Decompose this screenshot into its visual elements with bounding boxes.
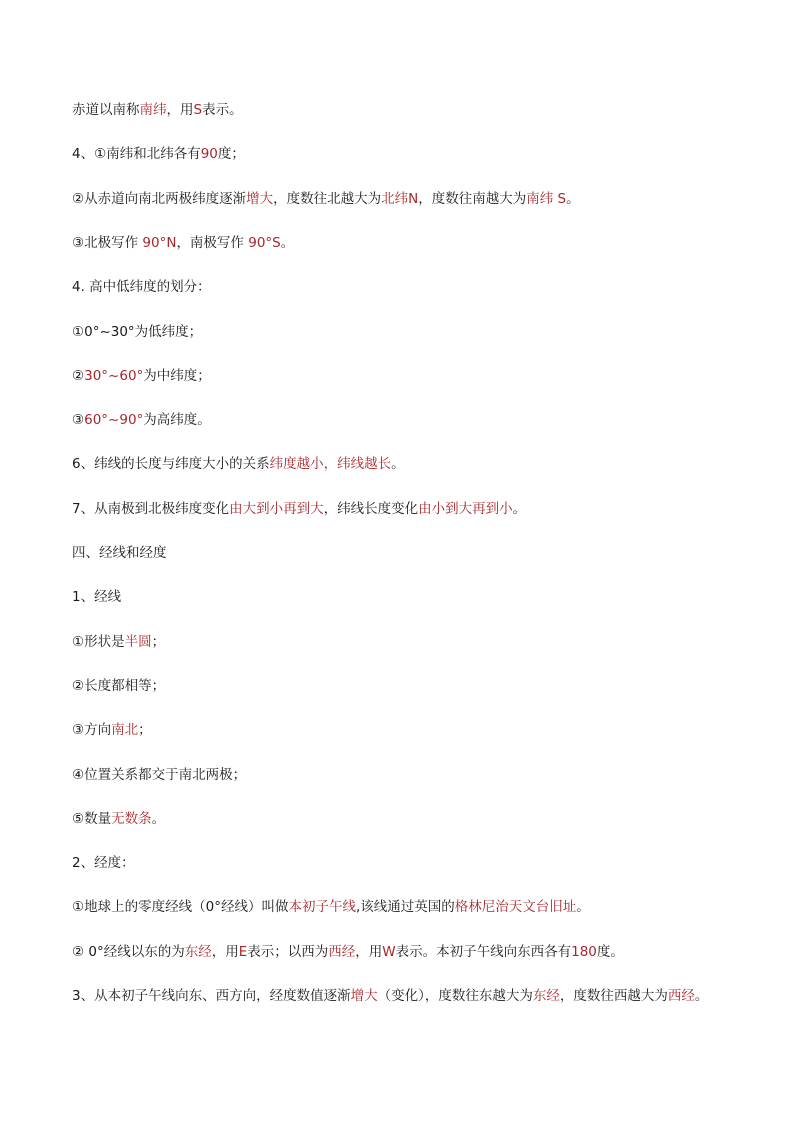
body-text: ⑤数量 [72, 810, 112, 827]
highlight-text: 增大 [350, 988, 378, 1004]
body-text: 。 [512, 500, 527, 517]
highlight-text: 半圆 [124, 633, 152, 650]
highlight-text: 南北 [111, 722, 139, 739]
highlight-text: 格林尼治天文台旧址 [454, 899, 577, 916]
text-line-16 [72, 765, 754, 785]
body-text: 表示。 [202, 102, 243, 118]
body-text: ①0°~30°为低纬度； [72, 323, 203, 340]
text-line-5 [72, 277, 754, 297]
highlight-text: 纬度越小，纬线越长 [269, 456, 392, 473]
text-line-21 [72, 986, 754, 1006]
body-text: ② [72, 367, 85, 384]
highlight-text: S [193, 102, 203, 118]
body-text: 表示。本初子午线向东西各有 [395, 943, 572, 960]
text-line-6 [72, 322, 754, 342]
body-text: 2、经度： [72, 855, 135, 872]
body-text: ，用 [166, 102, 194, 118]
body-text: 度。 [596, 943, 624, 960]
body-text: ，南极写作 [176, 234, 249, 251]
body-text: 。 [280, 234, 295, 251]
body-text: ③ [72, 412, 85, 429]
body-text: ③北极写作 [72, 234, 143, 251]
body-text: 6、纬线的长度与纬度大小的关系 [72, 456, 270, 473]
body-text: ，度数往西越大为 [559, 988, 668, 1004]
body-text: ④位置关系都交于南北两极； [72, 766, 247, 783]
body-text: 四、经线和经度 [72, 545, 167, 561]
body-text: 4. 高中低纬度的划分： [72, 279, 211, 296]
body-text: ①地球上的零度经线（0°经线）叫做 [72, 899, 289, 916]
text-line-20 [72, 942, 754, 962]
highlight-text: 由大到小再到大 [229, 500, 324, 517]
body-text: 1、经线 [72, 589, 122, 606]
body-text: 3、从本初子午线向东、西方向，经度数值逐渐 [72, 988, 351, 1004]
body-text: ②从赤道向南北两极纬度逐渐 [72, 190, 247, 207]
text-line-10 [72, 499, 754, 519]
text-line-2 [72, 144, 754, 164]
text-line-13 [72, 632, 754, 652]
highlight-text: 90°N [142, 234, 177, 251]
body-text: 为高纬度。 [143, 412, 211, 429]
highlight-text: 由小到大再到小 [418, 500, 513, 517]
highlight-text: 90 [200, 146, 218, 163]
text-line-11 [72, 543, 754, 563]
body-text: ①形状是 [72, 633, 125, 650]
body-text: ②长度都相等； [72, 677, 166, 694]
text-line-18 [72, 853, 754, 873]
body-text: ； [151, 633, 166, 650]
body-text: 表示；以西为 [247, 943, 329, 960]
body-text: 度； [217, 146, 245, 163]
body-text: ,该线通过英国的 [355, 899, 455, 916]
highlight-text: 东经 [532, 988, 560, 1004]
body-text: 4、①南纬和北纬各有 [72, 146, 201, 163]
text-line-8 [72, 410, 754, 430]
highlight-text: 180 [571, 943, 597, 960]
text-line-15 [72, 720, 754, 740]
body-text: 。 [566, 190, 580, 207]
highlight-text: 30°~60° [84, 367, 144, 384]
body-text: 。 [694, 988, 709, 1004]
body-text: 7、从南极到北极纬度变化 [72, 500, 230, 517]
highlight-text: 增大 [246, 190, 274, 207]
body-text: ② 0°经线以东的为 [72, 943, 185, 960]
body-text: ，度数往南越大为 [418, 190, 527, 207]
body-text: ③方向 [72, 722, 112, 739]
body-text: 。 [391, 456, 405, 473]
body-text: 。 [151, 810, 166, 827]
highlight-text: E [238, 943, 248, 960]
highlight-text: 本初子午线 [288, 899, 356, 916]
text-line-14 [72, 676, 754, 696]
text-line-19 [72, 897, 754, 917]
highlight-text: 西经 [667, 988, 695, 1004]
body-text: ，度数往北越大为 [273, 190, 382, 207]
highlight-text: 南纬 S [526, 190, 567, 207]
body-text: （变化），度数往东越大为 [377, 988, 533, 1004]
highlight-text: 东经 [184, 943, 212, 960]
body-text: ，纬线长度变化 [323, 500, 419, 517]
body-text: ，用 [355, 943, 383, 960]
highlight-text: 西经 [328, 943, 356, 960]
highlight-text: 南纬 [139, 102, 167, 118]
body-text: ，用 [211, 943, 239, 960]
text-line-4 [72, 233, 754, 253]
highlight-text: 无数条 [111, 810, 152, 827]
body-text: 赤道以南称 [72, 102, 140, 118]
text-line-3 [72, 189, 754, 209]
highlight-text: 90°S [248, 234, 281, 251]
text-line-7 [72, 366, 754, 386]
body-text: ； [138, 722, 152, 739]
body-text: 为中纬度； [143, 367, 211, 384]
body-text: 。 [576, 899, 590, 916]
highlight-text: 北纬N [381, 190, 419, 207]
text-line-9 [72, 454, 754, 474]
text-line-1 [72, 100, 754, 120]
text-line-17 [72, 809, 754, 829]
highlight-text: W [382, 943, 396, 960]
text-line-12 [72, 587, 754, 607]
highlight-text: 60°~90° [84, 412, 144, 429]
